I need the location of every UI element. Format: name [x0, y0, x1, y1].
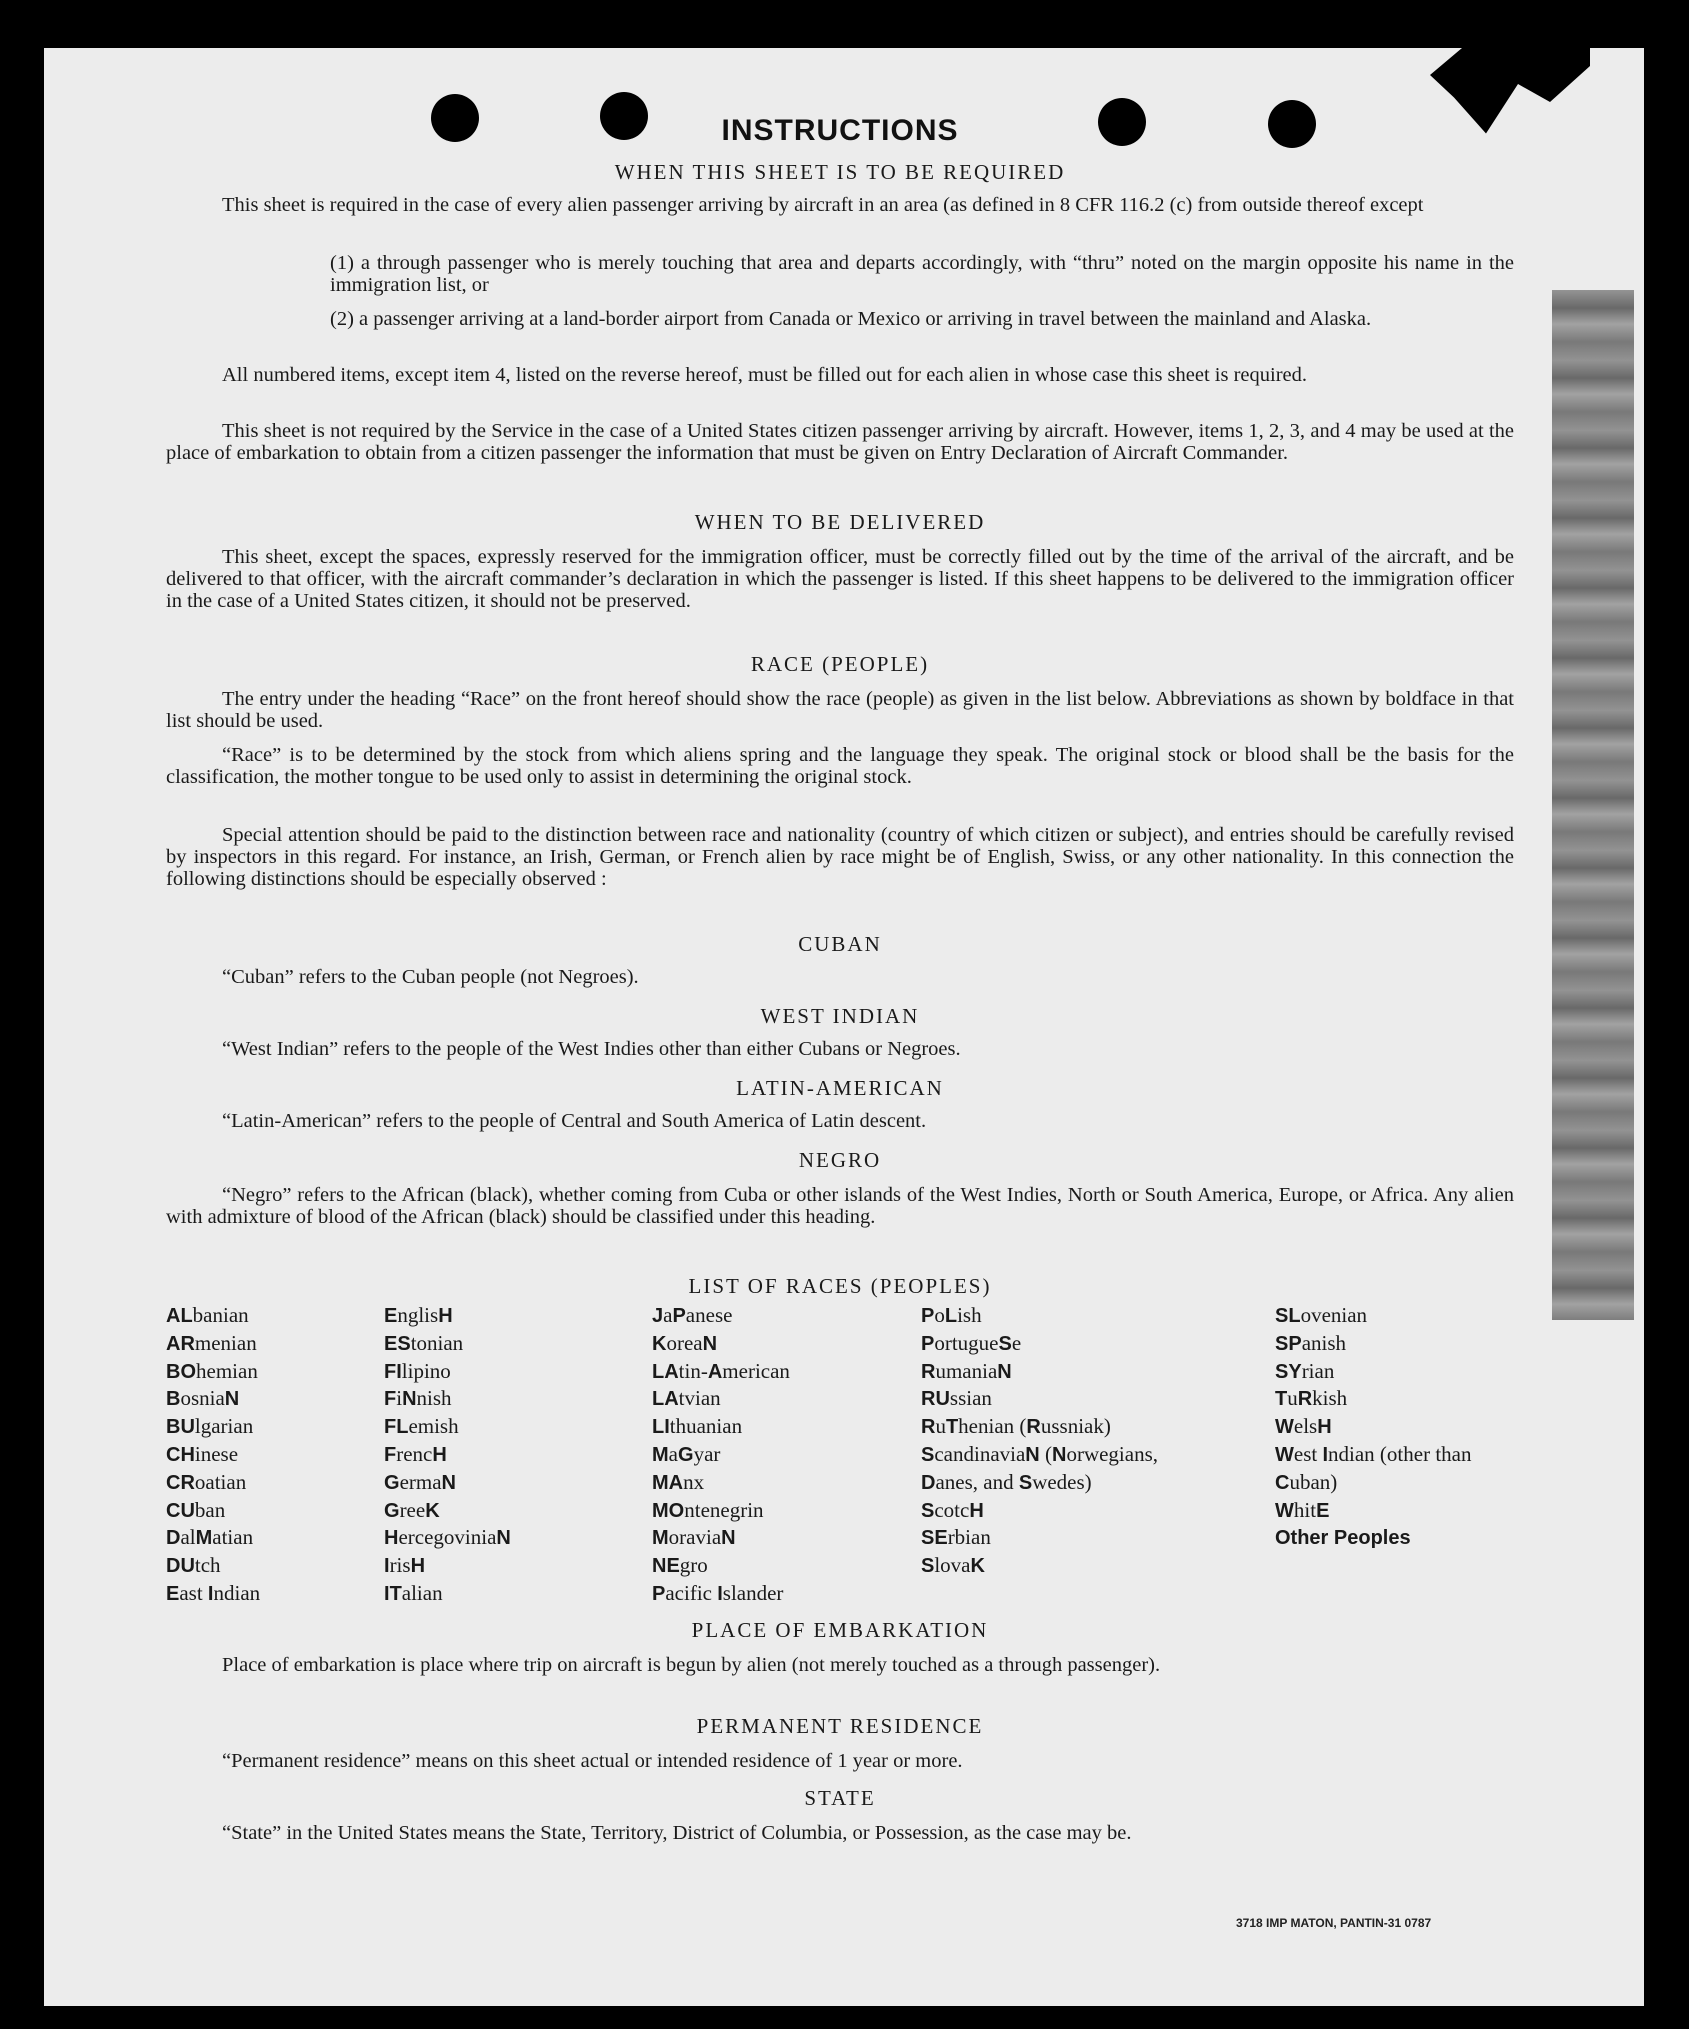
- race-list-column-2: [384, 1302, 624, 1608]
- paragraph-latin-american: “Latin-American” refers to the people of Central and South America of Latin descent.: [222, 1110, 927, 1132]
- section-heading-negro: NEGRO: [798, 1148, 882, 1172]
- race-entry: PortugueSe: [921, 1330, 1022, 1355]
- paragraph-permanent-residence: “Permanent residence” means on this sheet actual or intended residence of 1 year or more.: [222, 1750, 963, 1772]
- race-entry: DUtch: [166, 1553, 221, 1578]
- race-entry: SPanish: [1275, 1330, 1347, 1355]
- section-heading-west-indian: WEST INDIAN: [760, 1004, 920, 1028]
- paragraph-required: This sheet is required in the case of every alien passenger arriving by aircraft in an area (as defined in 8 CFR 116.2 (c) from outside thereof except: [222, 194, 1424, 216]
- race-list-column-4: [921, 1302, 1201, 1580]
- paragraph-race-entry: The entry under the heading “Race” on the front hereof should show the race (people) as given in the list below. Abbreviations as shown by boldface in that list should be used.: [166, 688, 1514, 732]
- section-heading-latin-american: LATIN-AMERICAN: [736, 1076, 944, 1100]
- exception-item-2: (2) a passenger arriving at a land-border airport from Canada or Mexico or arriving in travel between the mainland and Alaska.: [330, 308, 1372, 330]
- race-entry: KoreaN: [652, 1330, 718, 1355]
- section-heading-race: RACE (PEOPLE): [750, 652, 930, 676]
- race-entry: SlovaK: [921, 1553, 985, 1578]
- race-entry: IrisH: [384, 1553, 426, 1578]
- paragraph-delivered: This sheet, except the spaces, expressly reserved for the immigration officer, must be correctly filled out by the time of the arrival of the aircraft, and be delivered to that officer, with the aircraft commander’s declaration in which the passenger is listed. If this sheet happens to be delivered to the immigration officer in the case of a United States citizen, it should not be preserved.: [166, 546, 1514, 612]
- race-entry: CRoatian: [166, 1469, 247, 1494]
- race-list-column-3: [652, 1302, 902, 1608]
- section-heading-permanent-residence: PERMANENT RESIDENCE: [696, 1714, 984, 1738]
- race-entry: ARmenian: [166, 1330, 257, 1355]
- race-entry: WelsH: [1275, 1414, 1332, 1439]
- race-entry: EStonian: [384, 1330, 464, 1355]
- race-entry: DalMatian: [166, 1525, 254, 1550]
- race-entry: GreeK: [384, 1497, 440, 1522]
- section-heading-state: STATE: [804, 1786, 876, 1810]
- paragraph-numbered-items: All numbered items, except item 4, listed on the reverse hereof, must be filled out for each alien in whose case this sheet is required.: [222, 364, 1308, 386]
- race-entry: SErbian: [921, 1525, 991, 1550]
- section-heading-embarkation: PLACE OF EMBARKATION: [691, 1618, 989, 1642]
- paragraph-embarkation: Place of embarkation is place where trip on aircraft is begun by alien (not merely touched as a through passenger).: [222, 1654, 1161, 1676]
- race-entry: East Indian: [166, 1580, 261, 1605]
- race-entry: JaPanese: [652, 1303, 733, 1327]
- race-entry: ScotcH: [921, 1497, 984, 1522]
- tape-strip: [1552, 290, 1634, 1320]
- race-list-column-1: [166, 1302, 366, 1608]
- race-entry: MaGyar: [652, 1441, 721, 1466]
- race-entry: Pacific Islander: [652, 1580, 784, 1605]
- race-entry: RumaniaN: [921, 1358, 1012, 1383]
- race-entry: BosniaN: [166, 1386, 240, 1411]
- race-entry: EnglisH: [384, 1303, 453, 1327]
- race-entry: LAtin-American: [652, 1358, 790, 1383]
- race-entry: BUlgarian: [166, 1414, 254, 1439]
- race-entry: MAnx: [652, 1469, 705, 1494]
- race-entry: SYrian: [1275, 1358, 1335, 1383]
- paragraph-cuban: “Cuban” refers to the Cuban people (not Negroes).: [222, 966, 639, 988]
- paragraph-citizen: This sheet is not required by the Service in the case of a United States citizen passenger arriving by aircraft. However, items 1, 2, 3, and 4 may be used at the place of embarkation to obtain from a citizen passenger the information that must be given on Entry Declaration of Aircraft Commander.: [166, 420, 1514, 464]
- page-title: INSTRUCTIONS: [721, 114, 959, 147]
- race-entry: FiNnish: [384, 1386, 452, 1411]
- race-entry: HercegoviniaN: [384, 1525, 511, 1550]
- paragraph-race-nationality: Special attention should be paid to the distinction between race and nationality (country of which citizen or subject), and entries should be carefully revised by inspectors in this regard. For instance, an Irish, German, or French alien by race might be of English, Swiss, or any other nationality. In this connection the following distinctions should be especially observed :: [166, 824, 1514, 890]
- race-entry: TuRkish: [1275, 1386, 1348, 1411]
- exception-item-1: (1) a through passenger who is merely touching that area and departs accordingly, with “thru” noted on the margin opposite his name in the immigration list, or: [330, 252, 1514, 296]
- paragraph-state: “State” in the United States means the State, Territory, District of Columbia, or Possession, as the case may be.: [222, 1822, 1132, 1844]
- race-entry: MOntenegrin: [652, 1497, 764, 1522]
- race-entry: West Indian (other than Cuban): [1275, 1441, 1472, 1494]
- section-heading-cuban: CUBAN: [798, 932, 882, 956]
- race-entry: LIthuanian: [652, 1414, 743, 1439]
- race-entry: BOhemian: [166, 1358, 258, 1383]
- race-entry: ALbanian: [166, 1303, 249, 1327]
- printer-footer: 3718 IMP MATON, PANTIN-31 0787: [1236, 1916, 1432, 1930]
- section-heading-list-of-races: LIST OF RACES (PEOPLES): [688, 1274, 992, 1298]
- section-heading-delivered: WHEN TO BE DELIVERED: [694, 510, 986, 534]
- race-entry: FLemish: [384, 1414, 459, 1439]
- paragraph-negro: “Negro” refers to the African (black), whether coming from Cuba or other islands of the West Indies, North or South America, Europe, or Africa. Any alien with admixture of blood of the African (black) should be classified under this heading.: [166, 1184, 1514, 1228]
- section-heading-required: WHEN THIS SHEET IS TO BE REQUIRED: [614, 160, 1066, 184]
- race-entry: CHinese: [166, 1441, 239, 1466]
- race-entry: LAtvian: [652, 1386, 721, 1411]
- race-entry: MoraviaN: [652, 1525, 736, 1550]
- race-entry: ScandinaviaN (Norwegians, Danes, and Swedes): [921, 1441, 1159, 1494]
- race-entry: SLovenian: [1275, 1303, 1368, 1327]
- race-list-column-5: [1275, 1302, 1515, 1552]
- paragraph-race-stock: “Race” is to be determined by the stock from which aliens spring and the language they speak. The original stock or blood shall be the basis for the classification, the mother tongue to be used only to assist in determining the original stock.: [166, 744, 1514, 788]
- race-entry: GermaN: [384, 1469, 456, 1494]
- race-entry: FIlipino: [384, 1358, 451, 1383]
- race-entry: RUssian: [921, 1386, 992, 1411]
- race-entry: WhitE: [1275, 1497, 1330, 1522]
- race-entry: NEgro: [652, 1553, 708, 1578]
- race-entry: PoLish: [921, 1303, 982, 1327]
- race-entry: RuThenian (Russniak): [921, 1414, 1111, 1439]
- race-entry: CUban: [166, 1497, 226, 1522]
- race-entry: Other Peoples: [1275, 1527, 1411, 1550]
- paragraph-west-indian: “West Indian” refers to the people of the West Indies other than either Cubans or Negroes.: [222, 1038, 961, 1060]
- race-entry: FrencH: [384, 1441, 447, 1466]
- race-entry: ITalian: [384, 1580, 443, 1605]
